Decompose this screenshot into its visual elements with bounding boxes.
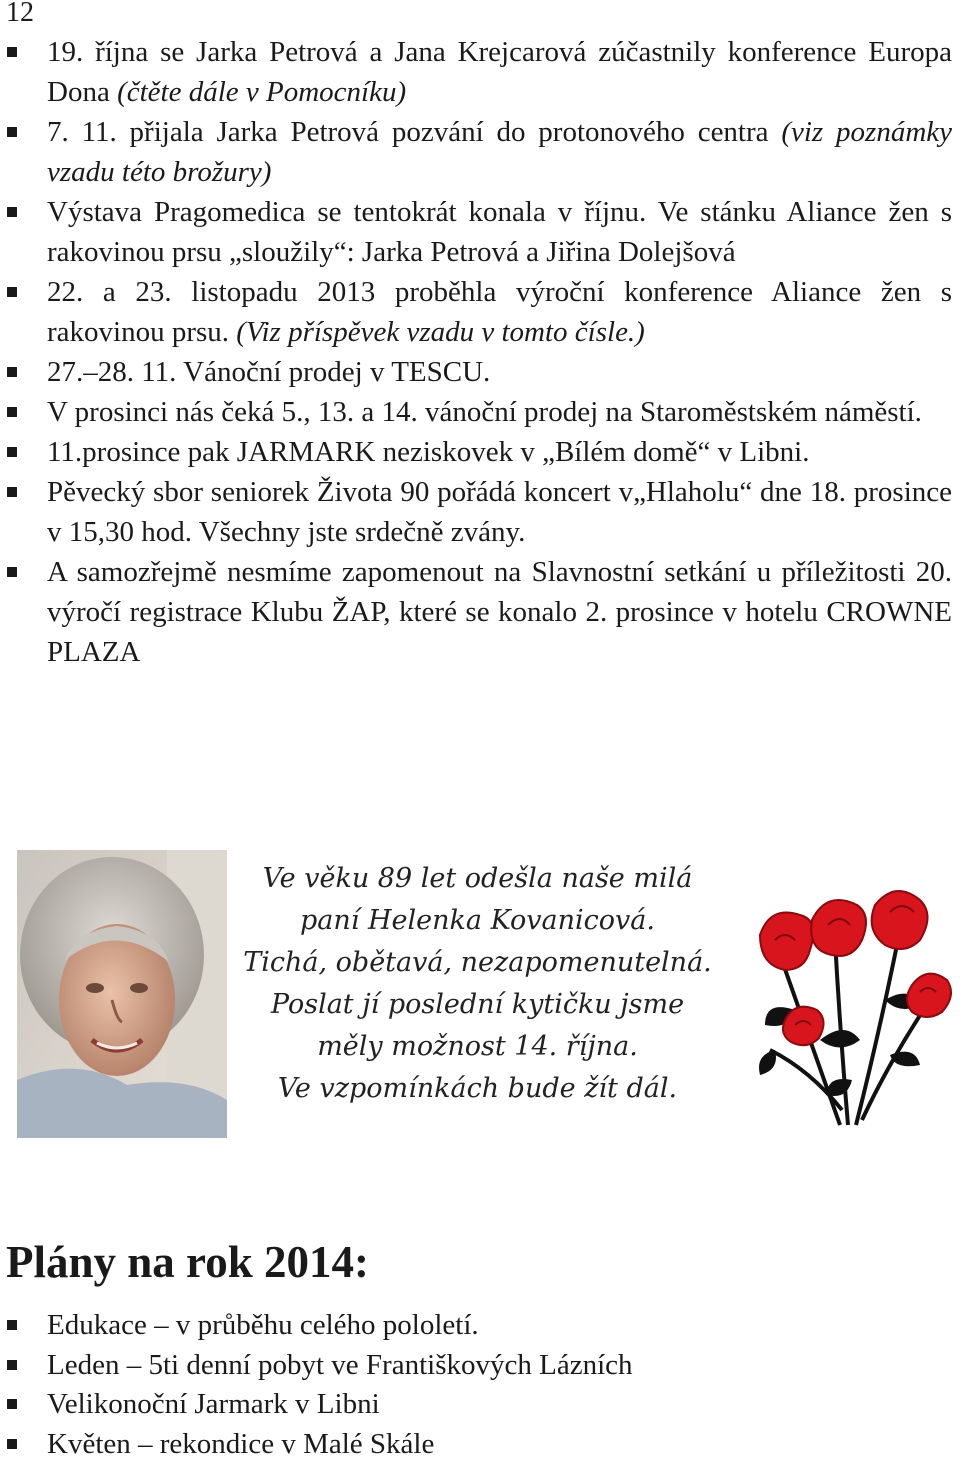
plans-item	[0, 1385, 960, 1425]
bullet-icon	[7, 1320, 17, 1330]
news-note: (Viz příspěvek vzadu v tomto čísle.)	[236, 316, 645, 348]
plans-text: Edukace – v průběhu celého pololetí.	[47, 1309, 479, 1341]
bullet-icon	[7, 367, 17, 377]
bullet-icon	[7, 447, 17, 457]
plans-text: Velikonoční Jarmark v Libni	[47, 1388, 380, 1420]
news-item	[0, 112, 960, 192]
bullet-icon	[7, 1399, 17, 1409]
news-text: A samozřejmě nesmíme zapomenout na Slavnostní setkání u příležitosti 20. výročí registrace Klubu ŽAP, které se konalo 2. prosince v hotelu CROWNE PLAZA	[47, 556, 952, 668]
poem-line: Ve věku 89 let odešla naše milá	[240, 858, 715, 900]
portrait-photo-icon	[17, 850, 227, 1138]
bullet-icon	[7, 407, 17, 417]
news-text: 7. 11. přijala Jarka Petrová pozvání do protonového centra	[47, 116, 781, 148]
bullet-icon	[7, 1360, 17, 1370]
plans-list	[0, 1306, 960, 1464]
plans-text: Leden – 5ti denní pobyt ve Františkových Lázních	[47, 1349, 633, 1381]
news-text: 27.–28. 11. Vánoční prodej v TESCU.	[47, 356, 490, 388]
plans-text: Květen – rekondice v Malé Skále	[47, 1428, 434, 1460]
news-note: (čtěte dále v Pomocníku)	[117, 76, 406, 108]
plans-item	[0, 1346, 960, 1386]
poem-line: měly možnost 14. října.	[240, 1026, 715, 1068]
bullet-icon	[7, 47, 17, 57]
poem-line: Ve vzpomínkách bude žít dál.	[240, 1068, 715, 1110]
news-item	[0, 192, 960, 272]
bullet-icon	[7, 1439, 17, 1449]
news-text: 19. října se Jarka Petrová a Jana Krejcarová zúčastnily konference Europa Dona	[47, 36, 952, 108]
news-text: 11.prosince pak JARMARK neziskovek v „Bílém domě“ v Libni.	[47, 436, 809, 468]
news-item	[0, 472, 960, 552]
bullet-icon	[7, 207, 17, 217]
bullet-icon	[7, 487, 17, 497]
plans-heading: Plány na rok 2014:	[6, 1234, 369, 1290]
poem-line: paní Helenka Kovanicová.	[240, 900, 715, 942]
news-list	[0, 32, 960, 672]
bullet-icon	[7, 127, 17, 137]
news-text: Pěvecký sbor seniorek Života 90 pořádá koncert v„Hlaholu“ dne 18. prosince v 15,30 hod. Všechny jste srdečně zvány.	[47, 476, 952, 548]
news-text: 22. a 23. listopadu 2013 proběhla výroční konference Aliance žen s rakovinou prsu.	[47, 276, 952, 348]
memorial-poem	[240, 858, 715, 1110]
news-item	[0, 432, 960, 472]
bullet-icon	[7, 287, 17, 297]
news-item	[0, 352, 960, 392]
news-item	[0, 392, 960, 432]
news-text: V prosinci nás čeká 5., 13. a 14. vánoční prodej na Staroměstském náměstí.	[47, 396, 922, 428]
news-item	[0, 552, 960, 672]
news-note: (viz poznámky vzadu této brožury)	[47, 116, 952, 188]
plans-item	[0, 1425, 960, 1464]
bullet-icon	[7, 567, 17, 577]
news-text: Výstava Pragomedica se tentokrát konala v říjnu. Ve stánku Aliance žen s rakovinou prsu „sloužily“: Jarka Petrová a Jiřina Dolejšová	[47, 196, 952, 268]
news-item	[0, 32, 960, 112]
memorial-section	[0, 840, 960, 1150]
page-number: 12	[6, 0, 34, 30]
poem-line: Tichá, obětavá, nezapomenutelná.	[240, 942, 715, 984]
poem-line: Poslat jí poslední kytičku jsme	[240, 984, 715, 1026]
red-roses-icon	[740, 880, 960, 1130]
plans-item	[0, 1306, 960, 1346]
news-item	[0, 272, 960, 352]
